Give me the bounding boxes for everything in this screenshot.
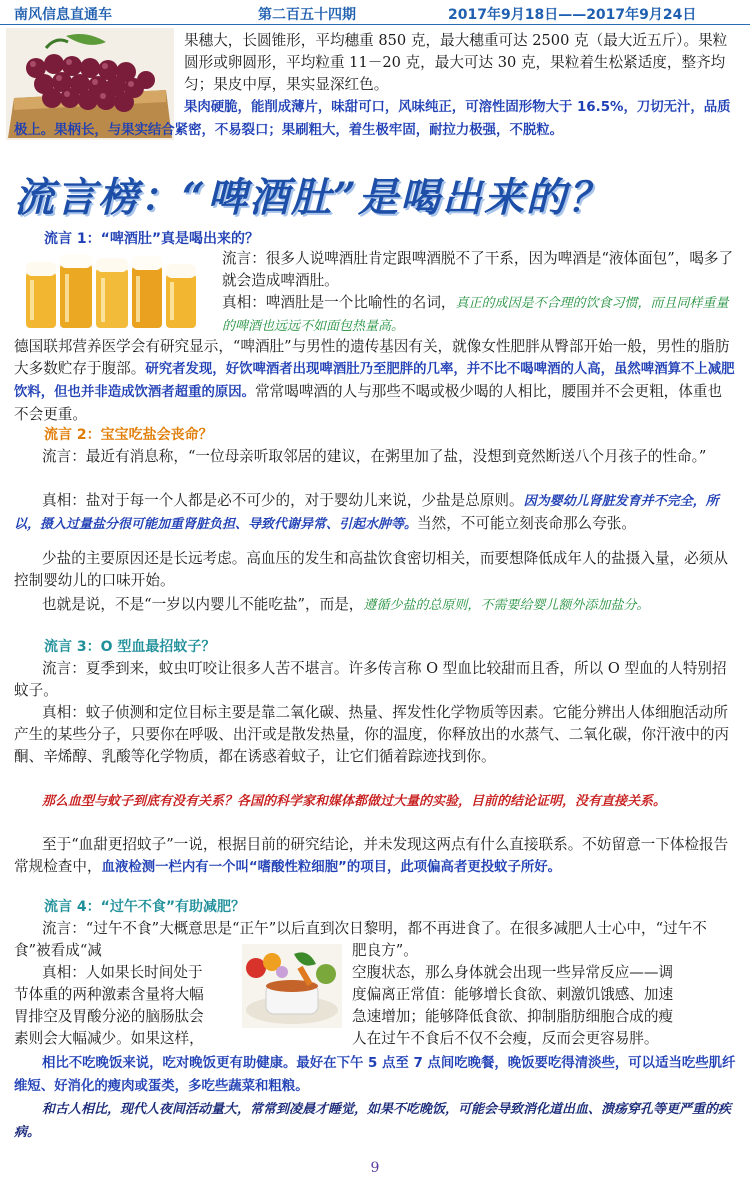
rumor-2-truth-highlight: 因为婴幼儿肾脏发育并不完全，所以，摄入过量盐分很可能加重肾脏负担、导致代谢异常、引起水肿等。 [14,494,719,532]
truth-right-line-1: 空腹状态，那么身体就会出现一些异常反应——调 [352,964,674,981]
truth-left-line-3: 胃排空及胃酸分泌的脑肠肽会 [14,1008,204,1025]
rumor-2-truth [14,490,736,536]
rumor-4-truth-right [352,962,736,1050]
rumor-2-claim: 流言：最近有消息称，“一位母亲听取邻居的建议，在粥里加了盐，没想到竟然断送八个月孩子的性命。” [42,448,707,465]
page-number: 9 [370,1160,380,1176]
truth-left-line-1: 真相：人如果长时间处于 [42,964,203,981]
rumor-1-heading: 流言 1：“啤酒肚”真是喝出来的？ [44,231,260,247]
header-issue: 第二百五十四期 [258,7,356,23]
rumor-4-warning [14,1098,736,1144]
rumor-2-heading: 流言 2：宝宝吃盐会丧命？ [44,427,213,443]
rumor-2-conclusion [14,594,736,617]
rumor-3-truth: 真相：蚊子侦测和定位目标主要是靠二氧化碳、热量、挥发性化学物质等因素。它能分辨出人体细胞活动所产生的某些分子，只要你在呼吸、出汗或是散发热量，你的温度，你释放出的水蒸气、二氧化碳，你汗液中的丙酮、辛烯醇、乳酸等化学物质，都在诱惑着蚊子，让它们循着踪迹找到你。 [14,704,730,765]
rumor-3-conclusion-text: 至于“血甜更招蚊子”一说，根据目前的研究结论，并未发现这两点有什么直接联系。不妨留意一下体检报告常规检查中， [14,836,729,875]
rumor-2-truth-text: 真相：盐对于每一个人都是必不可少的，对于婴幼儿来说，少盐是总原则。 [42,492,524,509]
beer-icon [18,248,202,336]
rumor-2-truth-tail: 当然，不可能立刻丧命那么夸张。 [417,515,636,532]
rumor-3-conclusion-highlight: 血液检测一栏内有一个叫“嗜酸性粒细胞”的项目，此项偏高者更投蚊子所好。 [101,860,562,875]
food-icon [242,944,342,1028]
truth-left-line-4: 素则会大幅减少。如果这样， [14,1030,204,1047]
header-newsletter-name: 南风信息直通车 [14,7,112,23]
truth-right-line-2: 度偏离正常值：能够增长食欲、刺激饥饿感、加速 [352,986,674,1003]
rumor-2-conclusion-highlight: 遵循少盐的总原则，不需要给婴儿额外添加盐分。 [363,598,650,613]
rumor-1-claim: 流言：很多人说啤酒肚肯定跟啤酒脱不了干系，因为啤酒是“液体面包”，喝多了就会造成啤酒肚。 [222,250,734,289]
truth-right-line-3: 急速增加；能够降低食欲、抑制脂肪细胞合成的瘦 [352,1008,674,1025]
rumor-4-heading: 流言 4：“过午不食”有助减肥？ [44,899,246,915]
rumor-1-research-text: 德国联邦营养医学会有研究显示，“啤酒肚”与男性的遗传基因有关，就像女性肥胖从臀部开始一般，男性的脂肪大多数贮存于腹部。 [14,338,730,377]
rumor-2-conclusion-text: 也就是说，不是“一岁以内婴儿不能吃盐”，而是， [42,596,364,613]
rumor-4-claim: 流言：“过午不食”大概意思是“正午”以后直到次日黎明，都不再进食了。在很多减肥人士心中，“过午不食”被看成“减 [14,920,707,959]
truth-left-line-2: 节体重的两种激素含量将大幅 [14,986,204,1003]
page-title: 流言榜：“啤酒肚”是喝出来的？ [14,174,611,221]
rumor-1-truth-highlight: 真正的成因是不合理的饮食习惯，而且同样重量的啤酒也远远不如面包热量高。 [222,296,729,334]
rumor-3-heading: 流言 3：O 型血最招蚊子？ [44,639,216,655]
rumor-4-truth-left [14,962,236,1050]
rumor-4-warning-text: 和古人相比，现代人夜间活动量大，常常到凌晨才睡觉，如果不吃晚饭，可能会导致消化道出血、溃疡穿孔等更严重的疾病。 [14,1102,732,1140]
rumor-4-advice-text: 相比不吃晚饭来说，吃对晚饭更有助健康。最好在下午 5 点至 7 点间吃晚餐，晚饭要吃得清淡些，可以适当吃些肌纤维短、好消化的瘦肉或蛋类，多吃些蔬菜和粗粮。 [14,1056,736,1094]
rumor-2-reason: 少盐的主要原因还是长远考虑。高血压的发生和高盐饮食密切相关，而要想降低成年人的盐摄入量，必须从控制婴幼儿的口味开始。 [14,550,728,589]
rumor-1-research [14,336,736,426]
rumor-1-research-highlight: 研究者发现，好饮啤酒者出现啤酒肚乃至肥胖的几率，并不比不喝啤酒的人高，虽然啤酒算不上减肥饮料，但也并非造成饮酒者超重的原因。 [14,362,735,400]
rumor-1-truth [222,292,734,338]
rumor-3-claim: 流言：夏季到来，蚊虫叮咬让很多人苦不堪言。许多传言称 O 型血比较甜而且香，所以 O 型血的人特别招蚊子。 [14,660,727,699]
rumor-1-truth-text: 真相：啤酒肚是一个比喻性的名词， [222,294,456,311]
rumor-3-experiment [14,790,736,813]
header-date-range: 2017年9月18日——2017年9月24日 [448,7,697,23]
rumor-1-research-tail: 常常喝啤酒的人与那些不喝或极少喝的人相比，腰围并不会更粗，体重也不会更重。 [14,383,723,423]
truth-right-line-4: 人在过午不食后不仅不会瘦，反而会更容易胖。 [352,1030,659,1047]
rumor-4-advice [14,1052,736,1098]
grape-description-bold [14,96,736,142]
rumor-4-claim-end: 肥良方”。 [352,942,418,959]
grape-description: 果穗大，长圆锥形，平均穗重 850 克，最大穗重可达 2500 克（最大近五斤）。果粒圆形或卵圆形，平均粒重 11－20 克，最大可达 30 克，果粒着生松紧适度，整齐均匀；果皮中厚，果实显深红色。 [184,32,728,93]
grape-quality-text: 果肉硬脆，能削成薄片，味甜可口，风味纯正，可溶性固形物大于 16.5%，刀切无汁，品质极上。果柄长，与果实结合紧密，不易裂口；果刷粗大，着生极牢固，耐拉力极强，不脱粒。 [14,100,731,138]
rumor-3-experiment-text: 那么血型与蚊子到底有没有关系？各国的科学家和媒体都做过大量的实验，目前的结论证明，没有直接关系。 [42,794,667,809]
rumor-3-conclusion [14,834,736,879]
page-header [0,0,750,25]
